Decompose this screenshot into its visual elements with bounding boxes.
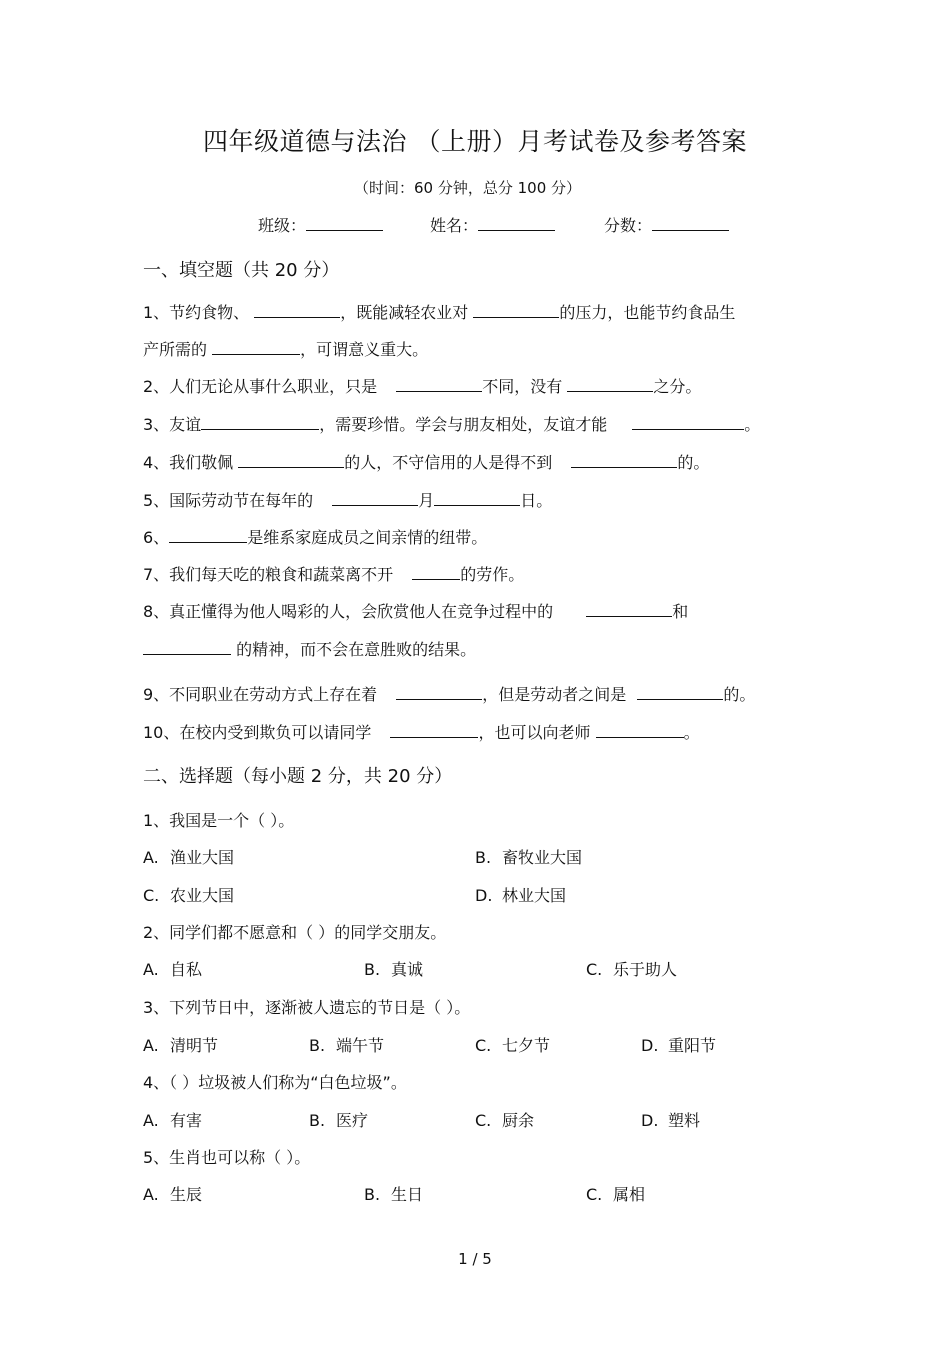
option-a[interactable]: A. 渔业大国 [143, 848, 235, 867]
name-blank[interactable] [478, 215, 555, 231]
option-b[interactable]: B. 端午节 [309, 1036, 385, 1055]
fill-question-7: 7、我们每天吃的粮食和蔬菜离不开 的劳作。 [143, 565, 525, 584]
fill-question-8-cont: 的精神，而不会在意胜败的结果。 [143, 637, 476, 660]
answer-blank[interactable] [571, 452, 677, 468]
option-b[interactable]: B. 生日 [364, 1185, 424, 1204]
fill-question-2: 2、人们无论从事什么职业，只是 不同，没有 之分。 [143, 377, 702, 396]
fill-question-10: 10、在校内受到欺负可以请同学 ，也可以向老师 。 [143, 723, 700, 742]
answer-blank[interactable] [434, 490, 520, 506]
option-c[interactable]: C. 农业大国 [143, 886, 235, 905]
option-d[interactable]: D. 重阳节 [641, 1036, 717, 1055]
option-a[interactable]: A. 有害 [143, 1111, 203, 1130]
option-b[interactable]: B. 医疗 [309, 1111, 369, 1130]
option-c[interactable]: C. 乐于助人 [586, 960, 678, 979]
section-choice-heading: 二、选择题（每小题 2 分，共 20 分） [143, 766, 453, 787]
option-a[interactable]: A. 生辰 [143, 1185, 203, 1204]
option-d[interactable]: D. 林业大国 [475, 886, 567, 905]
fill-question-5: 5、国际劳动节在每年的 月 日。 [143, 491, 553, 510]
page-number: 1 / 5 [458, 1250, 492, 1268]
option-c[interactable]: C. 七夕节 [475, 1036, 551, 1055]
answer-blank[interactable] [567, 376, 653, 392]
page-title: 四年级道德与法治 （上册）月考试卷及参考答案 [203, 127, 747, 156]
answer-blank[interactable] [390, 722, 478, 738]
fill-question-4: 4、我们敬佩 的人，不守信用的人是得不到 的。 [143, 453, 710, 472]
option-c[interactable]: C. 属相 [586, 1185, 646, 1204]
fill-question-8: 8、真正懂得为他人喝彩的人，会欣赏他人在竞争过程中的 和 [143, 602, 689, 621]
answer-blank[interactable] [412, 564, 460, 580]
choice-question-1: 1、我国是一个（ ）。 [143, 811, 295, 830]
choice-question-5: 5、生肖也可以称（ ）。 [143, 1148, 311, 1167]
option-a[interactable]: A. 自私 [143, 960, 203, 979]
answer-blank[interactable] [632, 414, 744, 430]
answer-blank[interactable] [201, 414, 319, 430]
choice-question-2: 2、同学们都不愿意和（ ）的同学交朋友。 [143, 923, 447, 942]
answer-blank[interactable] [396, 376, 482, 392]
score-field [604, 213, 729, 236]
score-blank[interactable] [652, 215, 729, 231]
option-c[interactable]: C. 厨余 [475, 1111, 535, 1130]
option-a[interactable]: A. 清明节 [143, 1036, 219, 1055]
answer-blank[interactable] [238, 452, 344, 468]
class-label: 班级： [258, 216, 307, 235]
exam-time-info: （时间：60 分钟，总分 100 分） [353, 179, 582, 197]
answer-blank[interactable] [473, 302, 559, 318]
class-blank[interactable] [306, 215, 383, 231]
option-d[interactable]: D. 塑料 [641, 1111, 701, 1130]
fill-question-1-cont: 产所需的 ，可谓意义重大。 [143, 340, 429, 359]
answer-blank[interactable] [396, 684, 482, 700]
score-label: 分数： [604, 216, 653, 235]
fill-question-1: 1、节约食物、 ，既能减轻农业对 的压力，也能节约食品生 [143, 303, 736, 322]
name-label: 姓名： [430, 216, 479, 235]
answer-blank[interactable] [596, 722, 684, 738]
fill-question-3: 3、友谊 ，需要珍惜。学会与朋友相处，友谊才能 。 [143, 415, 761, 434]
option-b[interactable]: B. 畜牧业大国 [475, 848, 583, 867]
answer-blank[interactable] [254, 302, 340, 318]
fill-question-9: 9、不同职业在劳动方式上存在着 ，但是劳动者之间是 的。 [143, 685, 756, 704]
section-fill-blank-heading: 一、填空题（共 20 分） [143, 260, 340, 281]
answer-blank[interactable] [143, 639, 231, 655]
class-field [258, 213, 383, 236]
answer-blank[interactable] [637, 684, 723, 700]
name-field [430, 213, 555, 236]
choice-question-4: 4、（ ）垃圾被人们称为“白色垃圾”。 [143, 1073, 407, 1092]
choice-question-3: 3、下列节日中，逐渐被人遗忘的节日是（ ）。 [143, 998, 471, 1017]
answer-blank[interactable] [586, 601, 672, 617]
answer-blank[interactable] [212, 339, 300, 355]
option-b[interactable]: B. 真诚 [364, 960, 424, 979]
answer-blank[interactable] [332, 490, 418, 506]
fill-question-6: 6、 是维系家庭成员之间亲情的纽带。 [143, 528, 488, 547]
answer-blank[interactable] [169, 527, 247, 543]
